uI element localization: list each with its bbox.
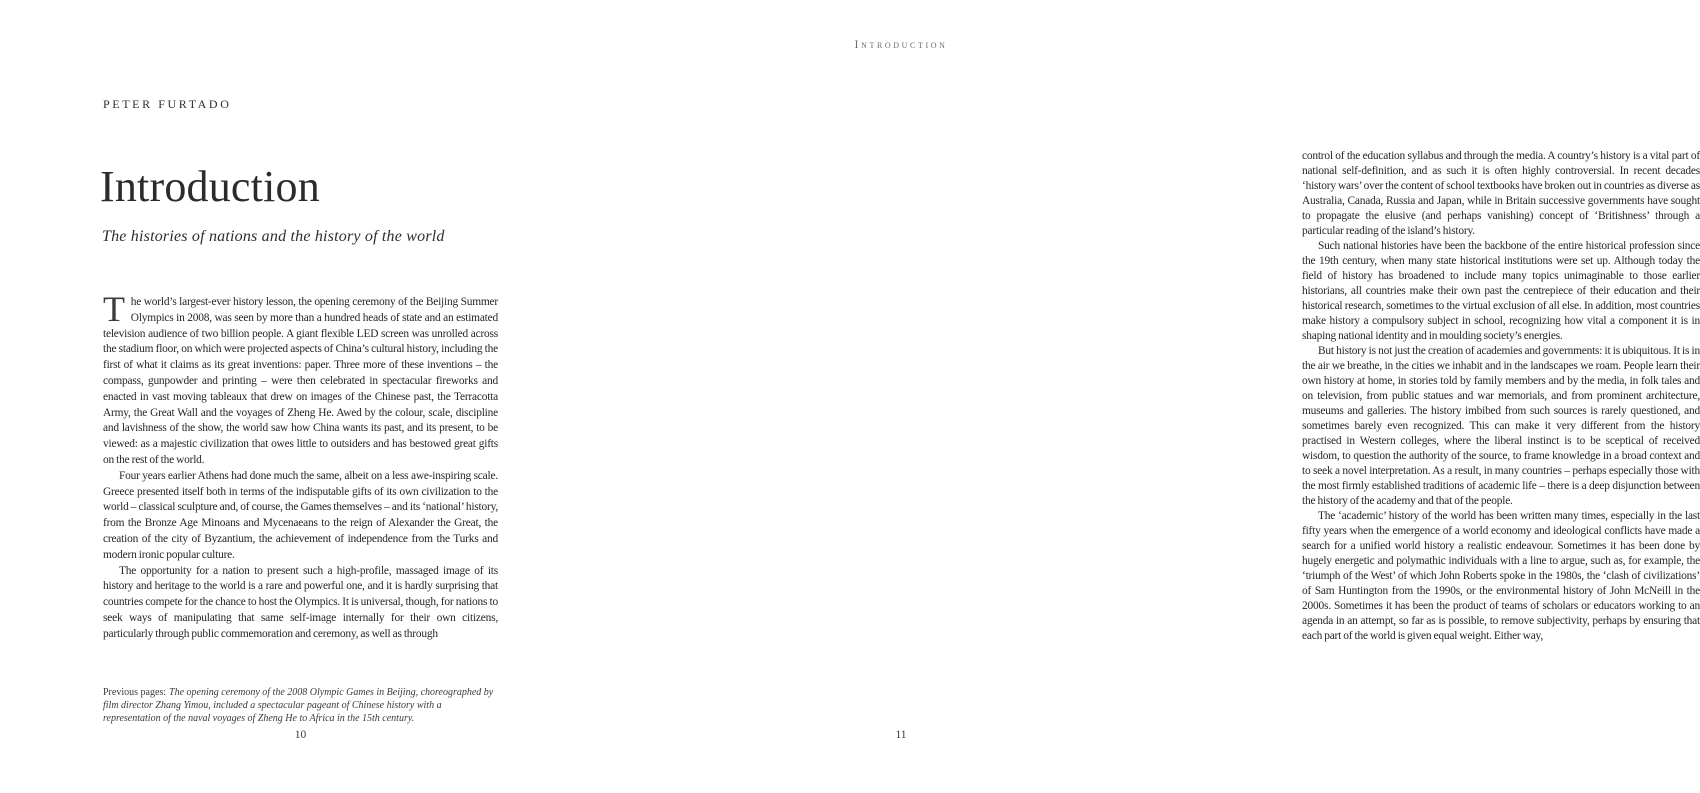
chapter-title: Introduction bbox=[100, 162, 320, 211]
page-left bbox=[0, 0, 600, 793]
page-right bbox=[600, 0, 1700, 793]
body-paragraph bbox=[103, 289, 498, 469]
caption-label: Previous pages: bbox=[103, 687, 167, 698]
caption-text: The opening ceremony of the 2008 Olympic Games in Beijing, choreographed by film director Zhang Yimou, included a spectacular pageant of Chinese history with a representation of the naval voyages of Zheng He to Africa in the 15th century. bbox=[103, 687, 494, 725]
page-number-left: 10 bbox=[294, 729, 307, 741]
author-name: PETER FURTADO bbox=[103, 97, 232, 111]
body-paragraph: But history is not just the creation of academies and governments: it is ubiquitous. It is in the air we breathe, in the cities we inhabit and in the landscapes we roam. People learn their own history at home, in stories told by family members and by the media, in folk tales and on television, from public statues and war memorials, and from prominent architecture, museums and galleries. The history imbibed from such sources is rarely questioned, and sometimes barely even recognized. This can make it very different from the history practised in Western colleges, where the liberal instinct is to be sceptical of received wisdom, to question the authority of the source, to frame knowledge in a broad context and to seek a novel interpretation. As a result, in many countries – perhaps especially those with the most firmly established traditions of academic life – there is a deep disjunction between the history of the academy and that of the people. bbox=[1302, 345, 1700, 507]
body-paragraph: The opportunity for a nation to present such a high-profile, massaged image of its history and heritage to the world is a rare and powerful one, and it is hardly surprising that countries compete for the chance to host the Olympics. It is universal, though, for nations to seek ways of manipulating that same self-image internally for their own citizens, particularly through public commemoration and ceremony, as well as through bbox=[103, 564, 498, 640]
photo-caption bbox=[103, 686, 495, 726]
body-paragraph: The ‘academic’ history of the world has been written many times, especially in the last fifty years when the emergence of a world economy and ideological conflicts have made a search for a unified world history a realistic endeavour. Sometimes it has been done by hugely energetic and polymathic individuals with a line to argue, such as, for example, the ‘triumph of the West’ of which John Roberts spoke in the 1980s, the ‘clash of civilizations’ of Sam Huntington from the 1990s, or the environmental history of John McNeill in the 2000s. Sometimes it has been the product of teams of scholars or educators working to an agenda in an attempt, so far as is possible, to remove subjectivity, perhaps by ensuring that each part of the world is given equal weight. Either way, bbox=[1302, 510, 1700, 642]
left-body-text bbox=[103, 289, 498, 643]
drop-cap: T bbox=[103, 289, 125, 329]
body-paragraph: control of the education syllabus and through the media. A country’s history is a vital part of national self-definition, and as such it is often highly controversial. In recent decades ‘history wars’ over the content of school textbooks have broken out in countries as diverse as Australia, Canada, Russia and Japan, while in Britain successive governments have sought to propagate the elusive (and perhaps vanishing) concept of ‘Britishness’ through a particular reading of the island’s history. bbox=[1302, 150, 1700, 237]
right-body-text bbox=[1302, 149, 1700, 644]
running-head: Introduction bbox=[854, 37, 948, 51]
body-paragraph: Such national histories have been the backbone of the entire historical profession since the 19th century, when many state historical institutions were set up. Although today the field of history has broadened to include many topics unimaginable to those earlier historians, all countries make their own past the centrepiece of their education and their historical research, sometimes to the virtual exclusion of all else. In addition, most countries make history a compulsory subject in school, recognizing how vital a component it is in shaping national identity and in moulding society’s energies. bbox=[1302, 240, 1700, 342]
chapter-subtitle: The histories of nations and the history of the world bbox=[102, 228, 445, 245]
body-paragraph: Four years earlier Athens had done much the same, albeit on a less awe-inspiring scale. Greece presented itself both in terms of the indisputable gifts of its own civilization to the world – classical sculpture and, of course, the Games themselves – and its ‘national’ history, from the Bronze Age Minoans and Mycenaeans to the reign of Alexander the Great, the creation of the city of Byzantium, the achievement of independence from the Turks and modern ironic popular culture. bbox=[103, 469, 498, 561]
paragraph-text: he world’s largest-ever history lesson, the opening ceremony of the Beijing Summer Olympics in 2008, was seen by more than a hundred heads of state and an estimated television audience of two billion people. A giant flexible LED screen was unrolled across the stadium floor, on which were projected aspects of China’s cultural history, including the first of what it claims as its great inventions: paper. Three more of these inventions – the compass, gunpowder and printing – were then celebrated in spectacular fireworks and enacted in vast moving tableaux that drew on images of the Chinese past, the Terracotta Army, the Great Wall and the voyages of Zheng He. Awed by the colour, scale, discipline and lavishness of the show, the world saw how China wants its past, and its present, to be viewed: as a majestic civilization that owes little to outsiders and has bestowed great gifts on the rest of the world. bbox=[103, 296, 498, 466]
page-number-right: 11 bbox=[895, 729, 907, 741]
